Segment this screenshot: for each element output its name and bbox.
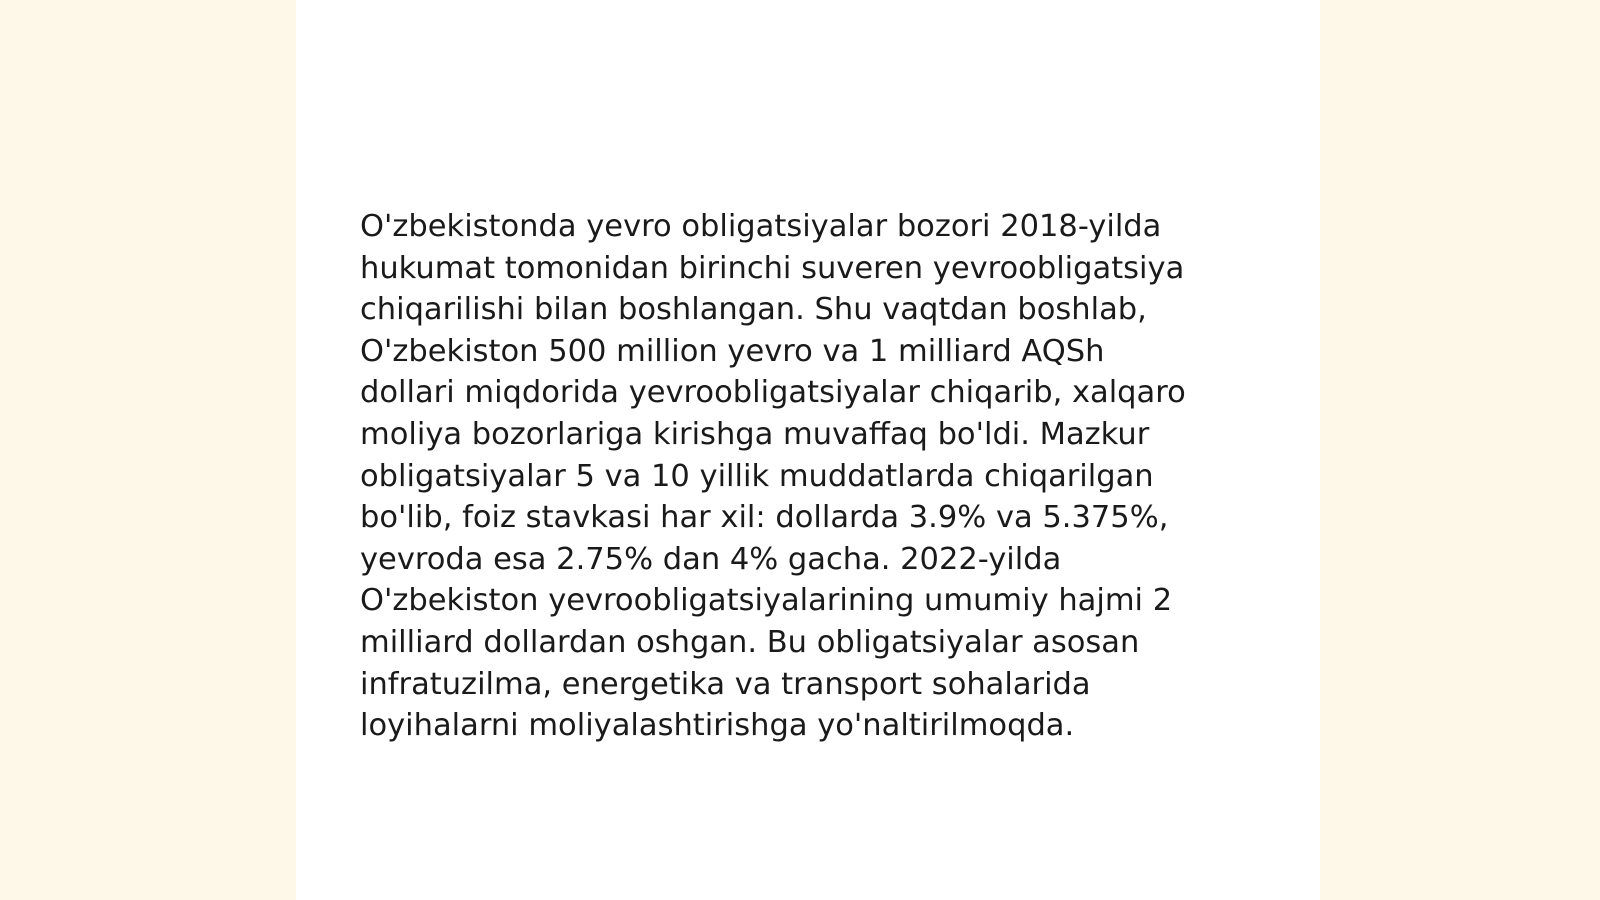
paragraph-line: obligatsiyalar 5 va 10 yillik muddatlarda chiqarilgan [360, 458, 1154, 494]
paragraph-line: infratuzilma, energetika va transport sohalarida [360, 666, 1091, 702]
paragraph-line: hukumat tomonidan birinchi suveren yevroobligatsiya [360, 250, 1185, 286]
paragraph-line: loyihalarni moliyalashtirishga yo'naltirilmoqda. [360, 708, 1075, 744]
paragraph-line: dollari miqdorida yevroobligatsiyalar chiqarib, xalqaro [360, 375, 1186, 411]
paragraph-line: yevroda esa 2.75% dan 4% gacha. 2022-yilda [360, 541, 1062, 577]
body-paragraph [360, 206, 1260, 747]
paragraph-line: O'zbekiston 500 million yevro va 1 milliard AQSh [360, 333, 1105, 369]
paragraph-line: O'zbekistonda yevro obligatsiyalar bozori 2018-yilda [360, 209, 1162, 244]
paragraph-line: milliard dollardan oshgan. Bu obligatsiyalar asosan [360, 624, 1140, 660]
paragraph-line: chiqarilishi bilan boshlangan. Shu vaqtdan boshlab, [360, 292, 1147, 328]
document-page [296, 0, 1320, 900]
paragraph-line: moliya bozorlariga kirishga muvaffaq bo'ldi. Mazkur [360, 416, 1150, 452]
paragraph-line: O'zbekiston yevroobligatsiyalarining umumiy hajmi 2 [360, 583, 1173, 619]
paragraph-line: bo'lib, foiz stavkasi har xil: dollarda 3.9% va 5.375%, [360, 500, 1169, 536]
